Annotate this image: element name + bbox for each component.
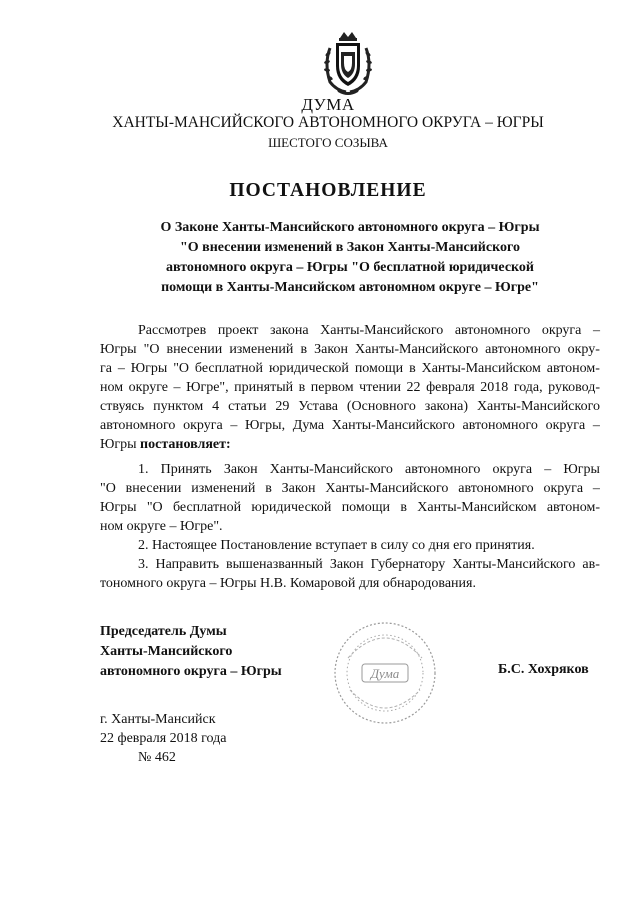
preamble-line xyxy=(100,321,600,340)
word: Югры, xyxy=(245,418,286,433)
word: округа xyxy=(541,323,582,338)
word: Направить xyxy=(155,557,219,572)
word: 4 xyxy=(212,399,220,414)
word: февраля xyxy=(426,380,475,395)
official-seal-icon xyxy=(330,618,440,728)
word: Дума xyxy=(292,418,325,433)
word: округа xyxy=(543,481,584,496)
word: 3. xyxy=(138,557,149,572)
word: автономного xyxy=(404,462,481,477)
document-subject xyxy=(100,218,600,298)
word: в xyxy=(265,481,272,496)
word: га xyxy=(100,361,112,376)
word: Принять xyxy=(160,462,212,477)
word: – xyxy=(592,323,600,338)
preamble-line xyxy=(100,340,600,359)
region-title: ХАНТЫ-МАНСИЙСКОГО АВТОНОМНОГО ОКРУГА – ЮГРЫ xyxy=(112,114,544,131)
word: 1. xyxy=(138,462,149,477)
word: Ханты-Мансийского xyxy=(320,323,444,338)
position-line: Председатель Думы xyxy=(100,624,227,639)
preamble-line xyxy=(100,416,600,435)
word: автономного xyxy=(100,418,176,433)
word: изменений xyxy=(229,342,294,357)
word: – xyxy=(592,418,600,433)
subject-line: автономного округа – Югры "О бесплатной юридической xyxy=(166,260,534,275)
preamble-line xyxy=(100,435,600,454)
word: 2018 xyxy=(480,380,509,395)
item-1-line xyxy=(100,460,600,479)
word: первом xyxy=(310,380,354,395)
preamble-last-line: Югры xyxy=(100,437,137,452)
resolves-word: постановляет: xyxy=(140,437,231,452)
signatory-name: Б.С. Хохряков xyxy=(498,662,589,677)
word: статьи xyxy=(228,399,267,414)
word: изменений xyxy=(191,481,256,496)
word: бесплатной xyxy=(194,361,264,376)
word: юридической xyxy=(251,500,332,515)
word: года, xyxy=(513,380,543,395)
word: принятый xyxy=(234,380,294,395)
word: Югры xyxy=(100,342,137,357)
document-title: ПОСТАНОВЛЕНИЕ xyxy=(229,180,427,201)
word: Ханты-Мансийского xyxy=(476,399,600,414)
word: окру- xyxy=(567,342,600,357)
word: внесении xyxy=(166,342,223,357)
word: Югры xyxy=(130,361,168,376)
preamble-paragraph xyxy=(100,321,600,454)
word: помощи xyxy=(341,500,391,515)
item-3-line: тономного округа – Югры Н.В. Комаровой для обнародования. xyxy=(100,576,476,591)
word: – xyxy=(117,361,125,376)
signatory-position xyxy=(100,622,282,682)
position-line: Ханты-Мансийского xyxy=(100,644,233,659)
word: автоном- xyxy=(546,361,600,376)
convocation-title: ШЕСТОГО СОЗЫВА xyxy=(268,135,388,150)
word: Югры xyxy=(563,462,600,477)
item-2-line: 2. Настоящее Постановление вступает в силу со дня его принятия. xyxy=(138,538,535,553)
word: "О xyxy=(143,342,160,357)
word: внесении xyxy=(125,481,182,496)
word: Ханты-Мансийского xyxy=(331,418,455,433)
word: Губернатору xyxy=(370,557,446,572)
item-1-line xyxy=(100,479,600,498)
item-1-line xyxy=(100,498,600,517)
word: ном xyxy=(100,380,124,395)
word: автоном- xyxy=(546,500,600,515)
position-line: автономного округа – Югры xyxy=(100,664,282,679)
word: "О xyxy=(173,361,190,376)
document-number: № 462 xyxy=(138,750,176,765)
word: закона xyxy=(270,323,309,338)
word: – xyxy=(173,380,181,395)
word: округа xyxy=(492,462,533,477)
word: Ханты-Мансийского xyxy=(355,342,479,357)
word: округа xyxy=(545,418,586,433)
word: Ханты-Мансийском xyxy=(421,361,541,376)
word: закона) xyxy=(424,399,468,414)
word: автономного xyxy=(458,481,534,496)
word: в xyxy=(300,342,308,357)
word: Устава xyxy=(298,399,338,414)
institution-title: ДУМА xyxy=(301,95,355,114)
word: Ханты-Мансийского xyxy=(452,557,576,572)
word: "О xyxy=(146,500,163,515)
word: чтении xyxy=(359,380,402,395)
word: Югре", xyxy=(186,380,229,395)
seal-text: Дума xyxy=(370,666,400,681)
word: – xyxy=(544,462,552,477)
word: автономного xyxy=(462,418,538,433)
word: ствуясь xyxy=(100,399,145,414)
word: Ханты-Мансийского xyxy=(325,481,449,496)
word: Рассмотрев xyxy=(138,323,207,338)
word: округе xyxy=(128,380,169,395)
word: Ханты-Мансийского xyxy=(269,462,393,477)
subject-line: О Законе Ханты-Мансийского автономного округа – Югры xyxy=(160,220,540,235)
preamble-line xyxy=(100,359,600,378)
word: Закон xyxy=(314,342,348,357)
word: в xyxy=(409,361,416,376)
word: Ханты-Мансийском xyxy=(417,500,537,515)
word: – xyxy=(230,418,238,433)
word: вышеназванный xyxy=(226,557,323,572)
word: Закон xyxy=(223,462,258,477)
word: – xyxy=(592,481,600,496)
coat-of-arms-icon xyxy=(322,30,374,96)
word: бесплатной xyxy=(172,500,242,515)
document-footer xyxy=(100,710,227,767)
word: Закон xyxy=(281,481,316,496)
word: автономного xyxy=(485,342,561,357)
word: округа xyxy=(183,418,223,433)
preamble-line xyxy=(100,397,600,416)
item-3-line xyxy=(100,555,600,574)
word: "О xyxy=(100,481,116,496)
word: проект xyxy=(217,323,259,338)
resolution-items xyxy=(100,460,600,593)
word: пунктом xyxy=(153,399,204,414)
word: в xyxy=(400,500,407,515)
word: 22 xyxy=(406,380,421,395)
preamble-line xyxy=(100,378,600,397)
word: юридической xyxy=(268,361,349,376)
word: ав- xyxy=(582,557,600,572)
word: помощи xyxy=(354,361,404,376)
city: г. Ханты-Мансийск xyxy=(100,712,216,727)
word: автономного xyxy=(454,323,531,338)
word: (Основного xyxy=(346,399,416,414)
subject-line: "О внесении изменений в Закон Ханты-Мансийского xyxy=(180,240,520,255)
word: Югры xyxy=(100,500,137,515)
date: 22 февраля 2018 года xyxy=(100,731,227,746)
subject-line: помощи в Ханты-Мансийском автономном округе – Югре" xyxy=(161,280,539,295)
item-1-line: ном округе – Югре". xyxy=(100,519,223,534)
word: в xyxy=(298,380,306,395)
word: 29 xyxy=(275,399,290,414)
word: Закон xyxy=(329,557,364,572)
word: руковод- xyxy=(548,380,600,395)
